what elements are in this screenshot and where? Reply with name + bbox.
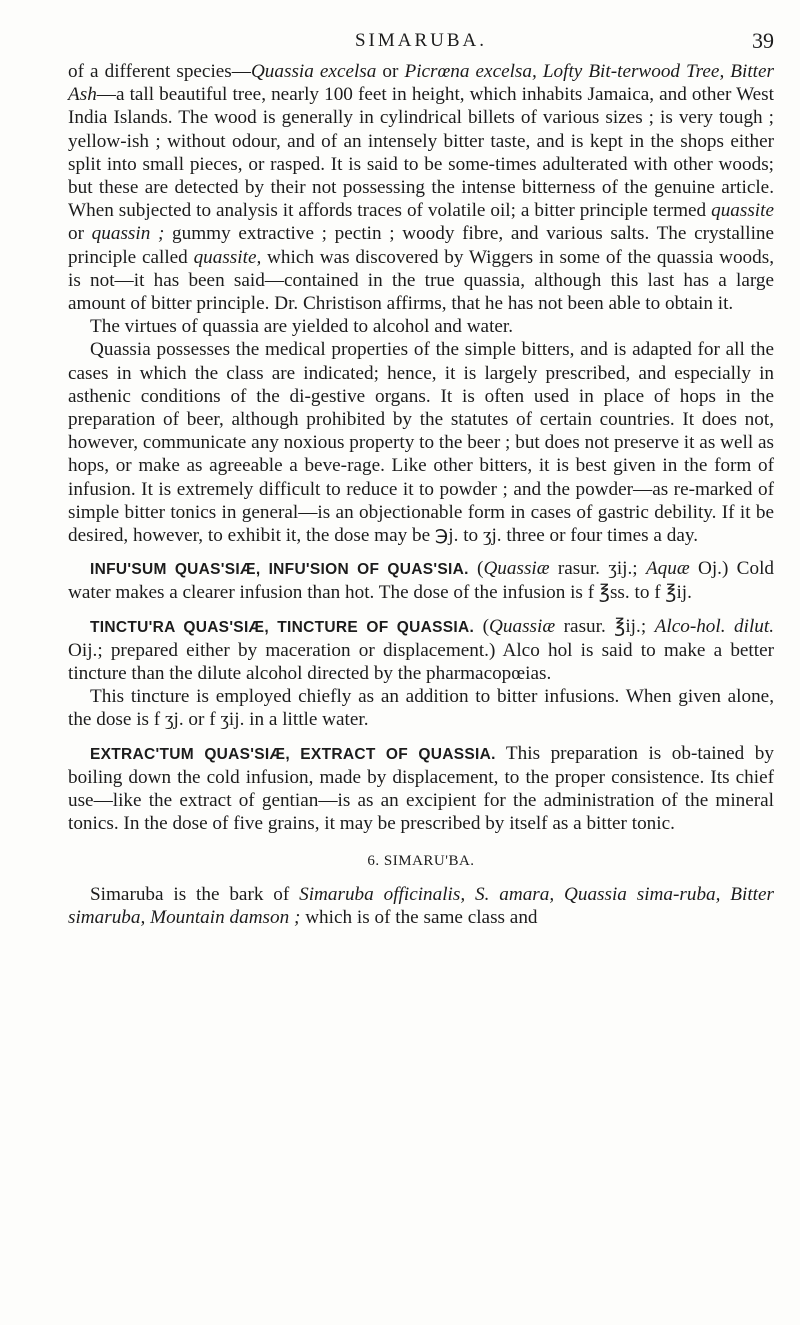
text-span: which was discovered by Wiggers in some of the quassia woods, is not—it has been said—contained in the true quassia, although this last has a large amount of bitter principle. Dr. Christison affirms, that he has not been able to obtain it. xyxy=(68,246,774,315)
text-span: Simaruba is the bark of xyxy=(90,883,300,905)
text-span: This tincture is employed chiefly as an addition to bitter infusions. When given alone, the dose is f ʒj. or f ʒij. in a little water. xyxy=(68,686,774,731)
text-span: ( xyxy=(474,615,490,637)
italic-span: Aquæ xyxy=(645,558,690,580)
section-heading-simaruba xyxy=(68,850,774,873)
paragraph-tincture-usage xyxy=(68,685,774,731)
paragraph-simaruba-intro xyxy=(68,883,774,929)
paragraph-quassia-description xyxy=(68,60,774,315)
preparation-heading: INFU'SUM QUAS'SIÆ, INFU'SION OF QUAS'SIA. xyxy=(90,561,469,579)
text-span: rasur. ℥ij.; xyxy=(555,615,655,637)
paragraph-virtues xyxy=(68,315,774,338)
italic-span: Picrœna excelsa, Lofty Bit-terwood Tree, Bitter Ash xyxy=(68,61,774,106)
paragraph-medical-properties xyxy=(68,338,774,547)
italic-span: quassite xyxy=(711,200,774,222)
italic-span: Alco-hol. dilut. xyxy=(654,615,775,637)
preparation-heading: TINCTU'RA QUAS'SIÆ, TINCTURE OF QUASSIA. xyxy=(90,618,475,636)
text-span: Oij.; prepared either by maceration or displacement.) Alco hol is said to make a better tincture than the dilute alcohol directed by the pharmacopœias. xyxy=(68,639,774,685)
text-span: Oj.) Cold water makes a clearer infusion than hot. The dose of the infusion is f ℥ss. to f ℥ij. xyxy=(68,558,774,604)
text-span: rasur. ʒij.; xyxy=(549,558,646,580)
text-span: This preparation is ob-tained by boiling down the cold infusion, made by displacement, to the proper consistence. Its chief use—like the extract of gentian—is as an excipient for the administration of the mineral tonics. In the dose of five grains, it may be prescribed by itself as a bitter tonic. xyxy=(68,742,774,835)
text-span: or xyxy=(68,223,92,245)
italic-span: Quassiæ xyxy=(489,615,556,637)
italic-span: Simaruba officinalis, S. amara, Quassia sima-ruba, Bitter simaruba, Mountain damson ; xyxy=(68,883,774,928)
page-number: 39 xyxy=(752,28,774,53)
text-span: which is of the same class and xyxy=(300,906,538,928)
page-header xyxy=(68,24,774,54)
paragraph-extract-of-quassia xyxy=(68,742,774,836)
paragraph-tincture-of-quassia xyxy=(68,615,774,686)
text-span: Quassia possesses the medical properties of the simple bitters, and is adapted for all the cases in which the class are indicated; hence, it is largely prescribed, and especially in asthenic conditions of the di-gestive organs. It is often used in place of hops in the preparation of beer, although prohibited by the statutes of certain countries. It does not, however, communicate any noxious property to the beer ; but does not preserve it as well as hops, or make as agreeable a beve-rage. Like other bitters, it is best given in the form of infusion. It is extremely difficult to reduce it to powder ; and the powder—as re-marked of simple bitter tonics in general—is an objectionable form in cases of gastric debility. If it be desired, however, to exhibit it, the dose may be ℈j. to ʒj. three or four times a day. xyxy=(68,339,774,547)
text-span: The virtues of quassia are yielded to alcohol and water. xyxy=(90,316,514,338)
text-span: of a different species— xyxy=(68,61,251,82)
preparation-heading: EXTRAC'TUM QUAS'SIÆ, EXTRACT OF QUASSIA. xyxy=(90,745,496,763)
running-title: SIMARUBA. xyxy=(354,30,488,51)
italic-span: Quassia excelsa xyxy=(250,61,377,82)
text-span: or xyxy=(376,61,405,82)
text-span: 6. SIMARU'BA. xyxy=(367,852,475,869)
italic-span: Quassiæ xyxy=(483,558,550,580)
text-span: gummy extractive ; pectin ; woody fibre, and various salts. The crystalline principle called xyxy=(68,223,775,268)
italic-span: quassite, xyxy=(193,246,262,268)
italic-span: quassin ; xyxy=(91,223,165,245)
text-span: ( xyxy=(468,558,484,580)
paragraph-infusion-of-quassia xyxy=(68,557,774,604)
page-body xyxy=(68,60,774,929)
text-span: —a tall beautiful tree, nearly 100 feet in height, which inhabits Jamaica, and other West India Islands. The wood is generally in cylindrical billets of various sizes ; is very tough ; yellow-ish ; without odour, and of an intensely bitter taste, and is kept in the shops either split into small pieces, or rasped. It is said to be some-times adulterated with other woods; but these are detected by their not possessing the intense bitterness of the genuine article. When subjected to analysis it affords traces of volatile oil; a bitter principle termed xyxy=(68,84,774,222)
